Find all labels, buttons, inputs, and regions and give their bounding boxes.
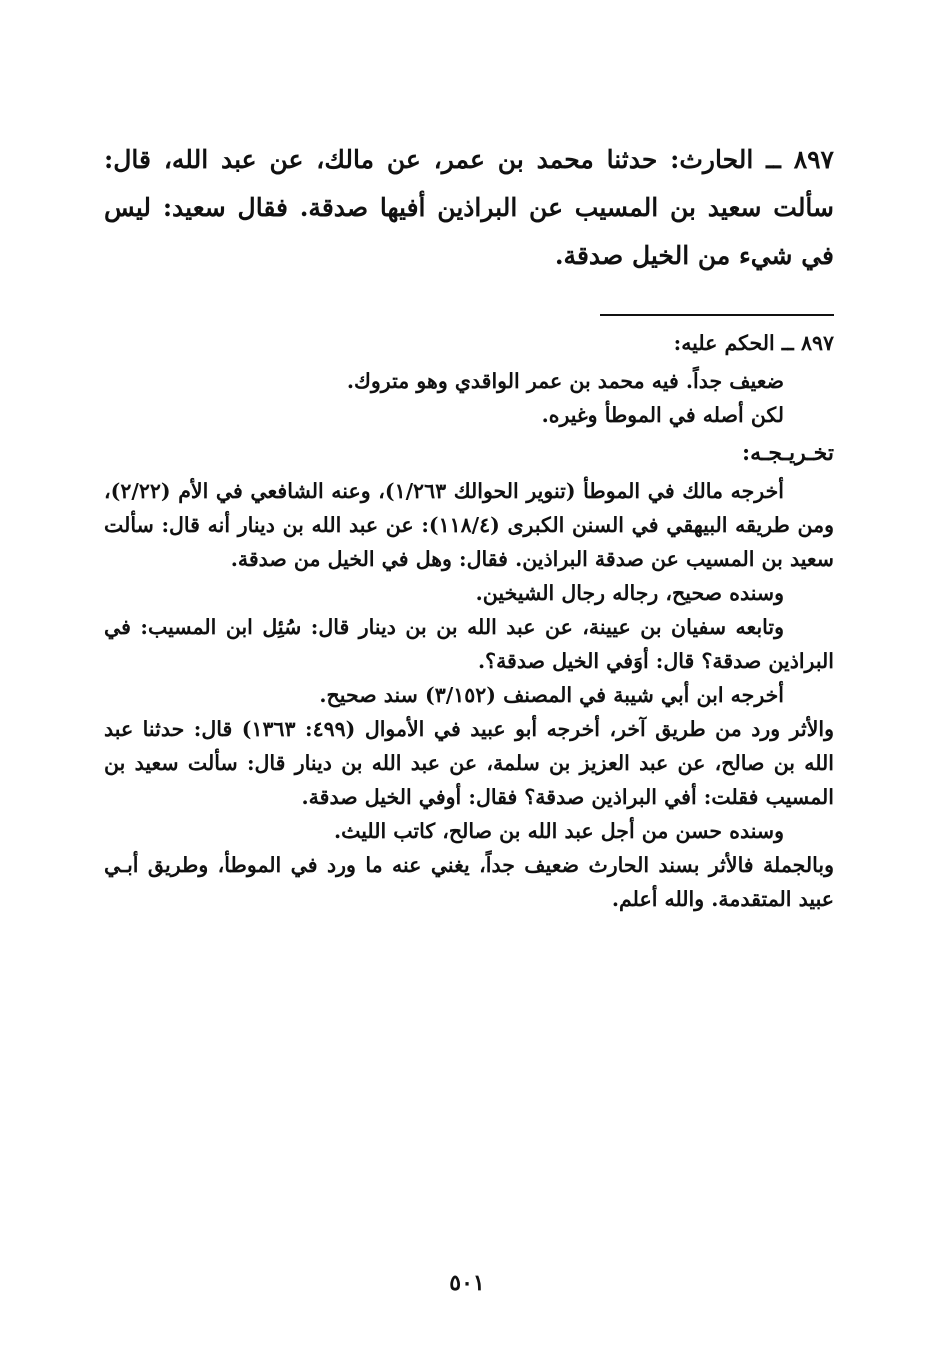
- takhrij-paragraph: أخرجه مالك في الموطأ (تنوير الحوالك ١/٢٦٣)، وعنه الشافعي في الأم (٢/٢٢)، ومن طريقه البيهقي في السنن الكبرى (١١٨/٤): عن عبد الله بن دينار أنه قال: سألت سعيد بن المسيب عن صدقة البراذين. فقال: وهل في الخيل من صدقة.: [104, 479, 834, 571]
- page-number: ٥٠١: [449, 1270, 485, 1296]
- commentary-section: [104, 326, 834, 916]
- ruling-line: لكن أصله في الموطأ وغيره.: [541, 403, 784, 427]
- main-text: [104, 136, 834, 280]
- ruling-line: ضعيف جداً. فيه محمد بن عمر الواقدي وهو متروك.: [346, 369, 784, 393]
- hadith-text: ٨٩٧ ــ الحارث: حدثنا محمد بن عمر، عن مالك، عن عبد الله، قال: سألت سعيد بن المسيب عن البراذين أفيها صدقة. فقال سعيد: ليس في شيء من الخيل صدقة.: [104, 145, 834, 270]
- takhrij-paragraph: وسنده حسن من أجل عبد الله بن صالح، كاتب الليث.: [333, 819, 784, 843]
- footnote-separator: [600, 314, 834, 316]
- takhrij-heading: تخـريـجـه:: [741, 440, 834, 466]
- takhrij-paragraph: وسنده صحيح، رجاله رجال الشيخين.: [475, 581, 784, 605]
- ruling-heading: ٨٩٧ ــ الحكم عليه:: [673, 331, 834, 355]
- takhrij-paragraph: وبالجملة فالأثر بسند الحارث ضعيف جداً، يغني عنه ما ورد في الموطأ، وطريق أبـي عبيد المتقدمة. والله أعلم.: [104, 853, 834, 911]
- takhrij-paragraph: أخرجه ابن أبي شيبة في المصنف (٣/١٥٢) سند صحيح.: [319, 683, 784, 707]
- takhrij-paragraph: وتابعه سفيان بن عيينة، عن عبد الله بن بن دينار قال: سُئِل ابن المسيب: في البراذين صدقة؟ قال: أوَفي الخيل صدقة؟.: [104, 615, 834, 673]
- takhrij-paragraph: والأثر ورد من طريق آخر، أخرجه أبو عبيد في الأموال (٤٩٩: ١٣٦٣) قال: حدثنا عبد الله بن صالح، عن عبد العزيز بن سلمة، عن عبد الله بن دينار قال: سألت سعيد بن المسيب فقلت: أفي البراذين صدقة؟ فقال: أوفي الخيل صدقة.: [104, 717, 834, 809]
